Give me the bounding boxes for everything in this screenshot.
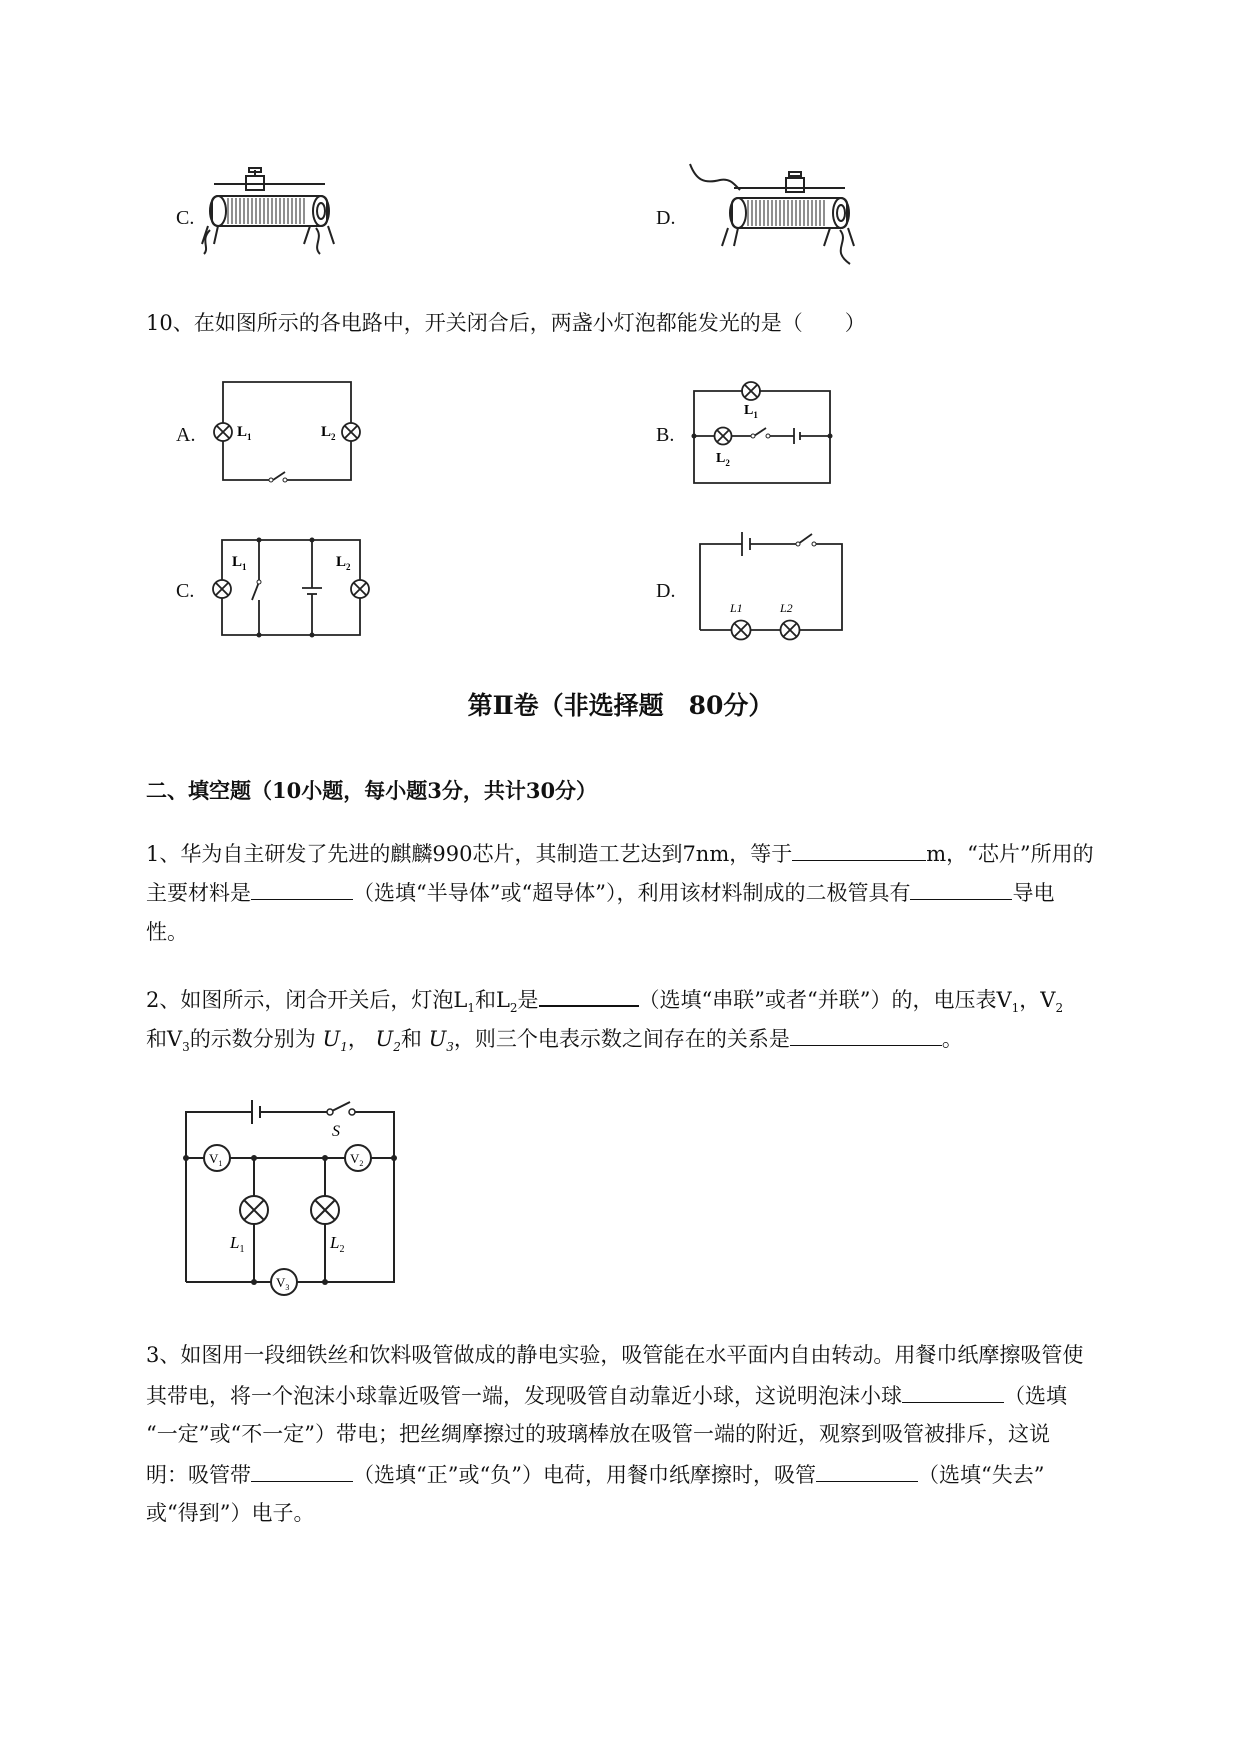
fill-3-text-c: 明：吸管带	[146, 1463, 251, 1487]
voltmeter-v3: $V_3$	[276, 1275, 290, 1292]
circuit-d	[696, 530, 846, 650]
fill-2-text-i: 和	[400, 1027, 422, 1051]
rheostat-image-d	[690, 160, 880, 265]
fill-3-text-d: （选填“正”或“负”）电荷，用餐巾纸摩擦时，吸管	[353, 1463, 816, 1487]
switch-s-label: S	[332, 1123, 340, 1140]
fill-3-text-a: 其带电，将一个泡沫小球靠近吸管一端，发现吸管自动靠近小球，这说明泡沫小球	[146, 1384, 902, 1408]
q10-option-a-label: A.	[176, 424, 196, 446]
fill-2-blank-2[interactable]	[790, 1027, 942, 1046]
fill-1-blank-3[interactable]	[910, 881, 1012, 900]
circuit-a-l1: $L_1$	[237, 424, 252, 442]
u3: $U_3$	[428, 1027, 454, 1055]
fill-3-line-1: 3、如图用一段细铁丝和饮料吸管做成的静电实验，吸管能在水平面内自由转动。用餐巾纸摩擦吸管使	[146, 1343, 1084, 1367]
u1: $U_1$	[322, 1027, 348, 1055]
circuit-b	[692, 378, 832, 488]
option-d-label: D.	[656, 207, 676, 229]
circuit-d-l1: L1	[730, 601, 743, 615]
circuit-c	[212, 538, 372, 638]
section-2-subtitle: 二、填空题（10小题，每小题3分，共计30分）	[146, 778, 598, 803]
question-10-stem: 10、在如图所示的各电路中，开关闭合后，两盏小灯泡都能发光的是（ ）	[146, 311, 866, 335]
fill-1-text-b: m，“芯片”所用的	[926, 842, 1094, 866]
lamp-l1-label: $L_1$	[230, 1233, 245, 1255]
fill-2-text-k: 。	[941, 1027, 963, 1051]
circuit-a	[215, 380, 355, 482]
voltmeter-v2: $V_2$	[350, 1151, 364, 1168]
fill-2-blank-1[interactable]	[539, 987, 639, 1007]
fill-2-line-1	[146, 987, 1063, 1014]
fill-2-text-c: 是	[517, 988, 539, 1012]
fill-2-line-2	[146, 1027, 963, 1053]
fill-3-line-2	[146, 1384, 1067, 1407]
rheostat-image-c	[200, 170, 340, 255]
fill-2-sub-a: 1	[467, 1001, 475, 1016]
fill-3-line-3: “一定”或“不一定”）带电；把丝绸摩擦过的玻璃棒放在吸管一端的附近，观察到吸管被排斥，这说	[146, 1422, 1050, 1446]
fill-1-text-c: 主要材料是	[146, 881, 251, 905]
fill-2-text-g: 的示数分别为	[189, 1027, 316, 1051]
fill-2-text-j: ，则三个电表示数之间存在的关系是	[453, 1027, 790, 1051]
fill-3-line-5: 或“得到”）电子。	[146, 1501, 315, 1525]
fill-2-text-d: （选填“串联”或者“并联”）的，电压表V	[638, 988, 1012, 1012]
circuit-b-l1: $L_1$	[744, 403, 758, 420]
fill-2-sub-d: 2	[1055, 1001, 1064, 1016]
fill-2-text-e: ，V	[1019, 988, 1056, 1012]
circuit-c-l2: $L_2$	[336, 554, 351, 572]
circuit-c-l1: $L_1$	[232, 554, 247, 572]
fill-3-line-4	[146, 1463, 1044, 1486]
fill-3-blank-1[interactable]	[902, 1384, 1004, 1403]
fill-2-text-a: 2、如图所示，闭合开关后，灯泡L	[146, 988, 468, 1012]
fill-3-text-e: （选填“失去”	[917, 1463, 1045, 1487]
fill-1-text-a: 1、华为自主研发了先进的麒麟990芯片，其制造工艺达到7nm，等于	[146, 842, 793, 866]
fill-2-circuit-figure	[180, 1100, 400, 1300]
q10-option-d-label: D.	[656, 580, 676, 602]
fill-2-text-b: 和L	[474, 988, 510, 1012]
lamp-l2-label: $L_2$	[330, 1233, 345, 1255]
fill-2-sub-e: 3	[182, 1040, 190, 1055]
fill-1-line-1	[146, 842, 1094, 865]
fill-3-text-b: （选填	[1004, 1384, 1067, 1408]
fill-1-text-d: （选填“半导体”或“超导体”），利用该材料制成的二极管具有	[353, 881, 911, 905]
voltmeter-v1: $V_1$	[209, 1151, 223, 1168]
fill-1-text-e: 导电	[1012, 881, 1055, 905]
fill-1-line-2	[146, 881, 1054, 904]
u2: $U_2$	[375, 1027, 401, 1055]
circuit-d-l2: L2	[780, 601, 793, 615]
fill-1-blank-1[interactable]	[792, 842, 926, 861]
fill-2-text-f: 和V	[146, 1027, 183, 1051]
circuit-a-l2: $L_2$	[321, 424, 336, 442]
fill-1-line-3: 性。	[146, 920, 188, 944]
fill-3-blank-3[interactable]	[816, 1463, 918, 1482]
option-c-label: C.	[176, 207, 195, 229]
circuit-b-l2: $L_2$	[716, 451, 730, 468]
fill-3-blank-2[interactable]	[251, 1463, 353, 1482]
fill-2-sub-c: 1	[1011, 1001, 1020, 1016]
q10-option-c-label: C.	[176, 580, 195, 602]
fill-1-blank-2[interactable]	[251, 881, 353, 900]
fill-2-sub-b: 2	[509, 1001, 518, 1016]
section-2-title: 第Ⅱ卷（非选择题 80分）	[467, 691, 774, 720]
q10-option-b-label: B.	[656, 424, 675, 446]
fill-2-text-h: ，	[347, 1027, 369, 1051]
